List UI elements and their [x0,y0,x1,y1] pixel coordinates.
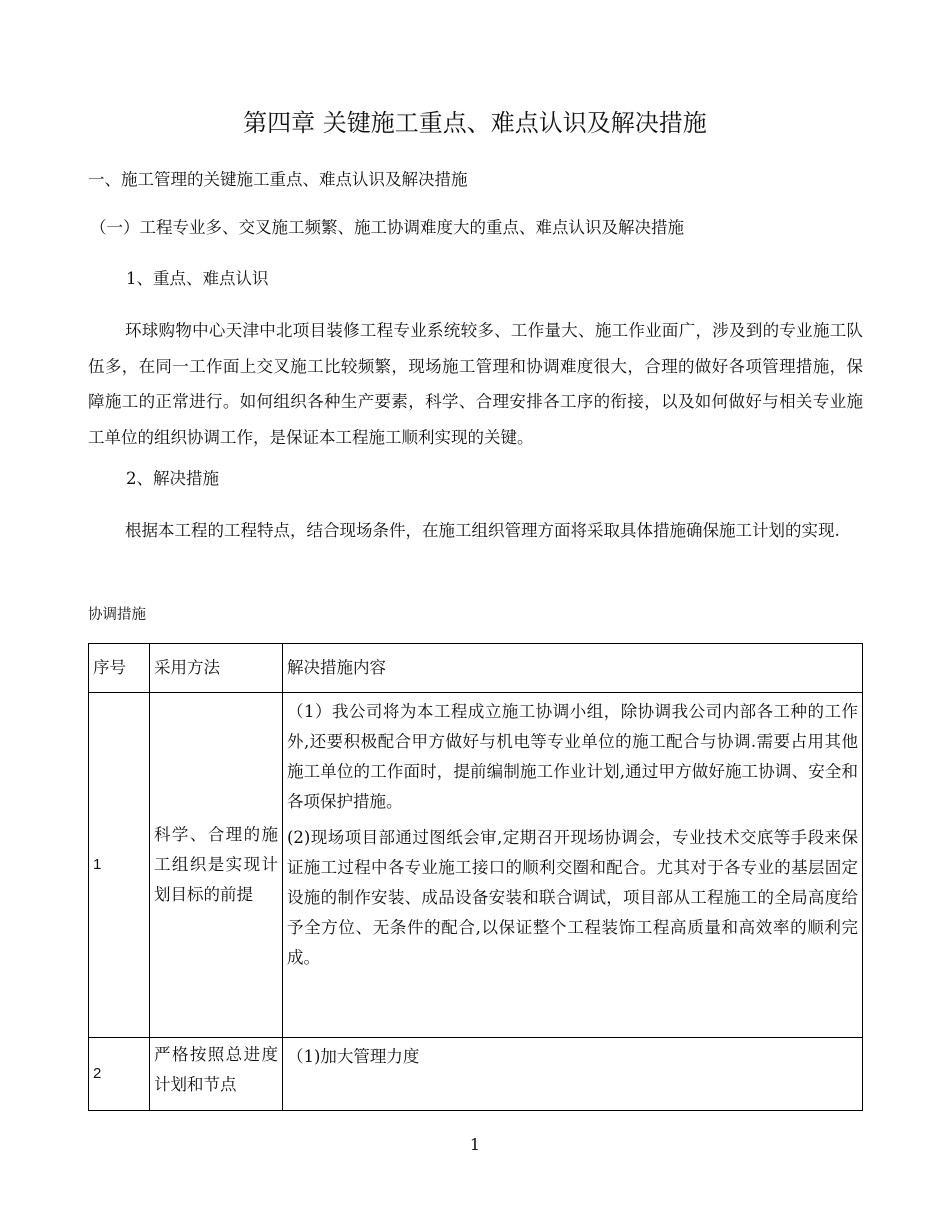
header-method: 采用方法 [150,644,283,693]
row-number: 1 [89,693,150,1038]
row-method: 严格按照总进度计划和节点 [150,1038,283,1111]
row-method: 科学、合理的施工组织是实现计划目标的前提 [150,693,283,1038]
content-paragraph: （1）我公司将为本工程成立施工协调小组，除协调我公司内部各工种的工作外,还要积极配合甲方做好与机电等专业单位的施工配合与协调.需要占用其他施工单位的工作面时，提前编制施工作业计划,通过甲方做好施工协调、安全和各项保护措施。 [287,702,858,811]
chapter-title: 第四章 关键施工重点、难点认识及解决措施 [243,109,707,137]
coordination-table [88,643,863,1111]
table-row [89,1038,863,1111]
row-number: 2 [89,1038,150,1111]
table-row [89,693,863,1038]
measures-paragraph: 根据本工程的工程特点，结合现场条件，在施工组织管理方面将采取具体措施确保施工计划的实现. [125,521,840,540]
item-heading-recognition: 1、重点、难点认识 [126,269,269,288]
item-heading-measures: 2、解决措施 [126,469,219,488]
row-content [283,1038,863,1111]
row-content [283,693,863,1038]
content-paragraph: （1)加大管理力度 [287,1047,420,1066]
content-paragraph: (2)现场项目部通过图纸会审,定期召开现场协调会，专业技术交底等手段来保证施工过程中各专业施工接口的顺利交圈和配合。尤其对于各专业的基层固定设施的制作安装、成品设备安装和联合调试，项目部从工程施工的全局高度给予全方位、无条件的配合,以保证整个工程装饰工程高质量和高效率的顺利完成。 [287,828,858,967]
table-header-row [89,644,863,693]
section-heading: 一、施工管理的关键施工重点、难点认识及解决措施 [88,170,468,189]
header-number: 序号 [89,644,150,693]
table-caption: 协调措施 [88,607,146,623]
header-content: 解决措施内容 [283,644,863,693]
subsection-heading: （一）工程专业多、交叉施工频繁、施工协调难度大的重点、难点认识及解决措施 [90,218,684,237]
recognition-paragraph: 环球购物中心天津中北项目装修工程专业系统较多、工作量大、施工作业面广，涉及到的专业施工队伍多，在同一工作面上交叉施工比较频繁，现场施工管理和协调难度很大，合理的做好各项管理措施，保障施工的正常进行。如何组织各种生产要素，科学、合理安排各工序的衔接，以及如何做好与相关专业施工单位的组织协调工作，是保证本工程施工顺利实现的关键。 [88,321,863,447]
page-number: 1 [469,1135,481,1154]
